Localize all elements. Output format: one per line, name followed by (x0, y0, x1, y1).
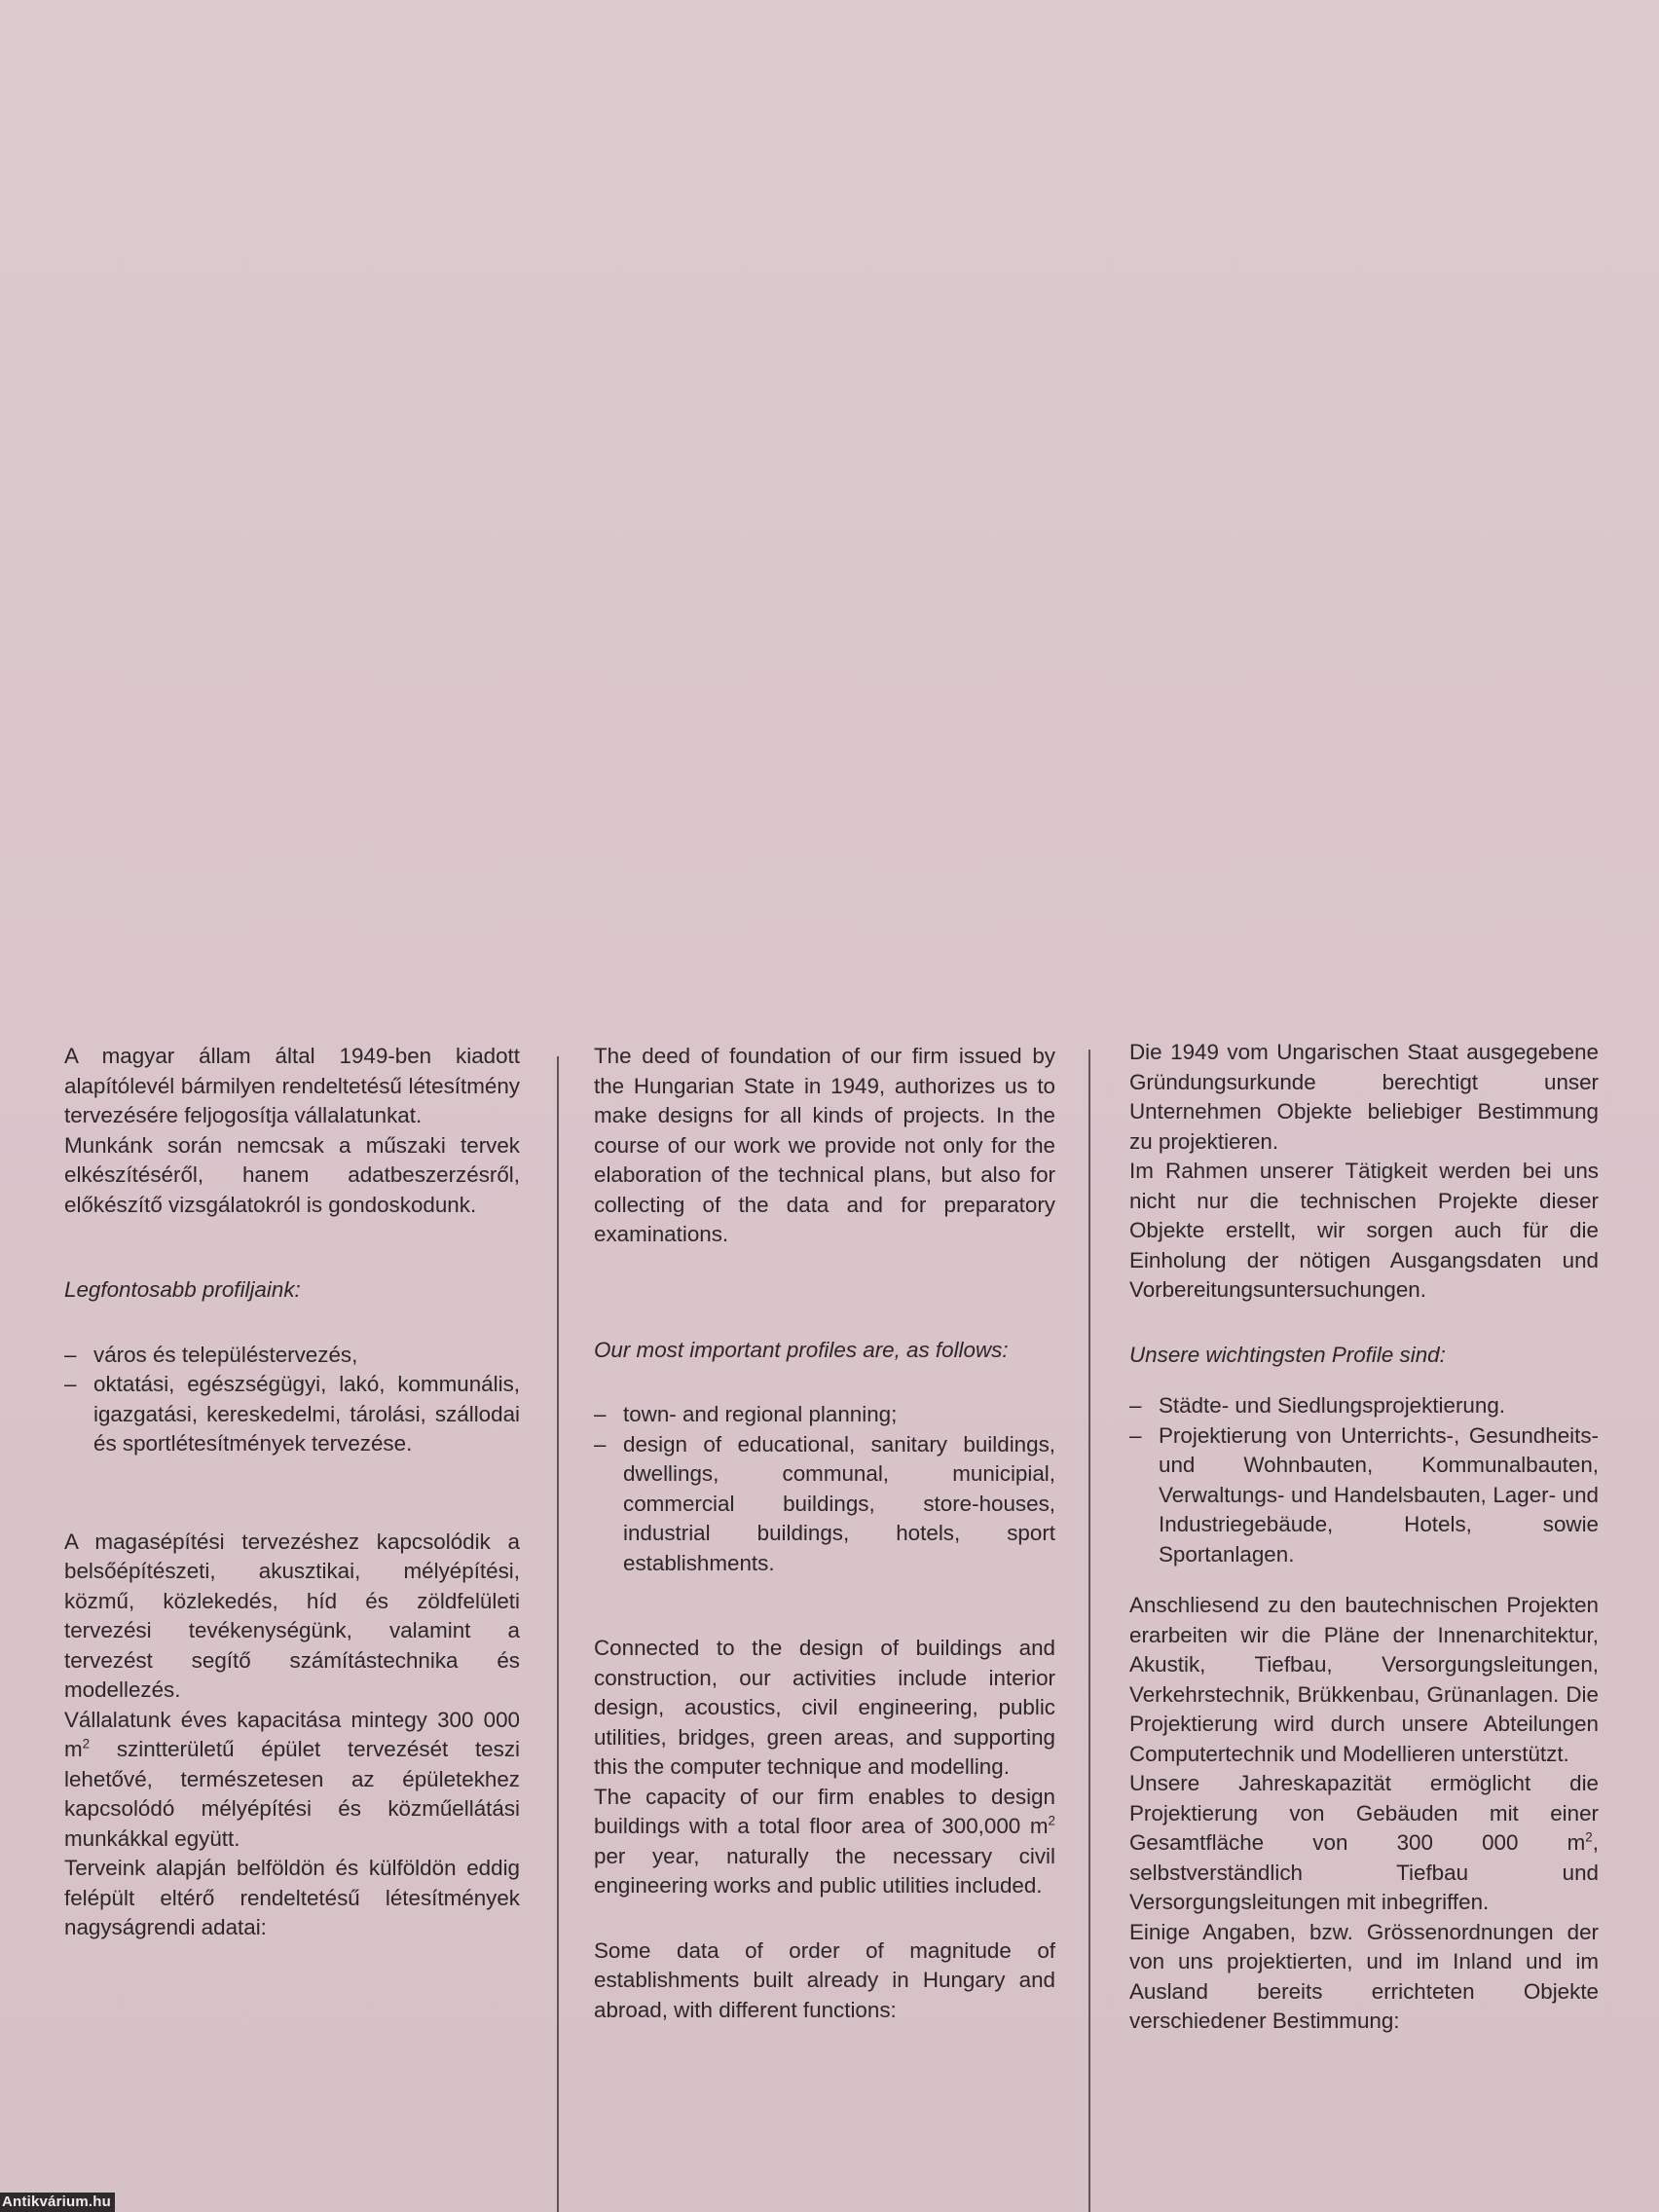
hu-data-intro-paragraph: Terveink alapján belföldön és külföldön eddig felépült eltérő rendeltetésű létesítmények nagyságrendi adatai: (64, 1856, 520, 1939)
german-column (1129, 1038, 1599, 2037)
en-profiles-list (594, 1400, 1055, 1578)
en-data-intro-paragraph: Some data of order of magnitude of establishments built already in Hungary and abroad, with different functions: (594, 1937, 1055, 2022)
list-item: – oktatási, egészségügyi, lakó, kommunális, igazgatási, kereskedelmi, tárolási, szállodai és sportlétesítmények tervezése. (64, 1370, 520, 1459)
list-item: – town- and regional planning; (594, 1400, 1055, 1430)
watermark: Antikvárium.hu (0, 2193, 115, 2212)
list-item: – város és településtervezés, (64, 1341, 520, 1371)
hu-capacity-paragraph: Vállalatunk éves kapacitása mintegy 300 000 $m^2$ szintterületű épület tervezését teszi lehetővé, természetesen az épületekhez kapcsolódó mélyépítési és közműellátási munkákkal együtt. (64, 1707, 520, 1851)
de-profiles-list (1129, 1391, 1599, 1569)
list-item: – Städte- und Siedlungsprojektierung. (1129, 1391, 1599, 1421)
list-item: – Projektierung von Unterrichts-, Gesundheits- und Wohnbauten, Kommunalbauten, Verwaltungs- und Handelsbauten, Lager- und Industriegebäude, Hotels, sowie Sportanlagen. (1129, 1421, 1599, 1570)
hu-intro-paragraph: A magyar állam által 1949-ben kiadott alapítólevél bármilyen rendeltetésű létesítmény tervezésére feljogosítja vállalatunkat. (64, 1044, 520, 1127)
de-related-paragraph: Anschliesend zu den bautechnischen Projekten erarbeiten wir die Pläne der Innenarchitektur, Akustik, Tiefbau, Versorgungsleitungen, Verkehrstechnik, Brükkenbau, Grünanlagen. Die Projektierung wird durch unsere Abteilungen Computertechnik und Modellieren unterstützt. (1129, 1593, 1599, 1766)
hu-profiles-list (64, 1341, 520, 1459)
column-divider (557, 1056, 559, 2212)
list-item: – design of educational, sanitary buildings, dwellings, communal, municipial, commercial buildings, store-houses, industrial buildings, hotels, sport establishments. (594, 1430, 1055, 1579)
hu-related-paragraph: A magasépítési tervezéshez kapcsolódik a belsőépítészeti, akusztikai, mélyépítési, közmű, közlekedés, híd és zöldfelületi tervezési tevékenységünk, valamint a tervezést segítő számítástechnika és modellezés. (64, 1529, 520, 1702)
en-profiles-heading: Our most important profiles are, as follows: (594, 1337, 1009, 1362)
de-intro-paragraph: Die 1949 vom Ungarischen Staat ausgegebene Gründungsurkunde berechtigt unser Unternehmen Objekte beliebiger Bestimmung zu projektieren. (1129, 1040, 1599, 1154)
de-capacity-paragraph: Unsere Jahreskapazität ermöglicht die Projektierung von Gebäuden mit einer Gesamtfläche von 300 000 $m^2$, selbstverständlich Tiefbau und Versorgungsleitungen mit inbegriffen. (1129, 1771, 1599, 1914)
column-divider (1088, 1050, 1090, 2212)
en-intro-paragraph: The deed of foundation of our firm issued by the Hungarian State in 1949, authorizes us to make designs for all kinds of projects. In the course of our work we provide not only for the elaboration of the technical plans, but also for collecting of the data and for preparatory examinations. (594, 1044, 1055, 1246)
de-data-intro-paragraph: Einige Angaben, bzw. Grössenordnungen der von uns projektierten, und im Inland und im Ausland bereits errichteten Objekte verschiedener Bestimmung: (1129, 1919, 1599, 2033)
de-profiles-heading: Unsere wichtingsten Profile sind: (1129, 1342, 1446, 1367)
hu-profiles-heading: Legfontosabb profiljaink: (64, 1277, 301, 1302)
en-related-paragraph: Connected to the design of buildings and construction, our activities include interior design, acoustics, civil engineering, public utilities, bridges, green areas, and supporting this the computer technique and modelling. (594, 1636, 1055, 1779)
hungarian-column (64, 1042, 520, 1943)
english-column (594, 1042, 1055, 2025)
hu-work-paragraph: Munkánk során nemcsak a műszaki tervek elkészítéséről, hanem adatbeszerzésről, előkészítő vizsgálatokról is gondoskodunk. (64, 1132, 520, 1217)
de-work-paragraph: Im Rahmen unserer Tätigkeit werden bei uns nicht nur die technischen Projekte dieser Objekte erstellt, wir sorgen auch für die Einholung der nötigen Ausgangsdaten und Vorbereitungsuntersuchungen. (1129, 1159, 1599, 1302)
en-capacity-paragraph: The capacity of our firm enables to design buildings with a total floor area of 300,000 $m^2$ per year, naturally the necessary civil engineering works and public utilities included. (594, 1784, 1055, 1898)
